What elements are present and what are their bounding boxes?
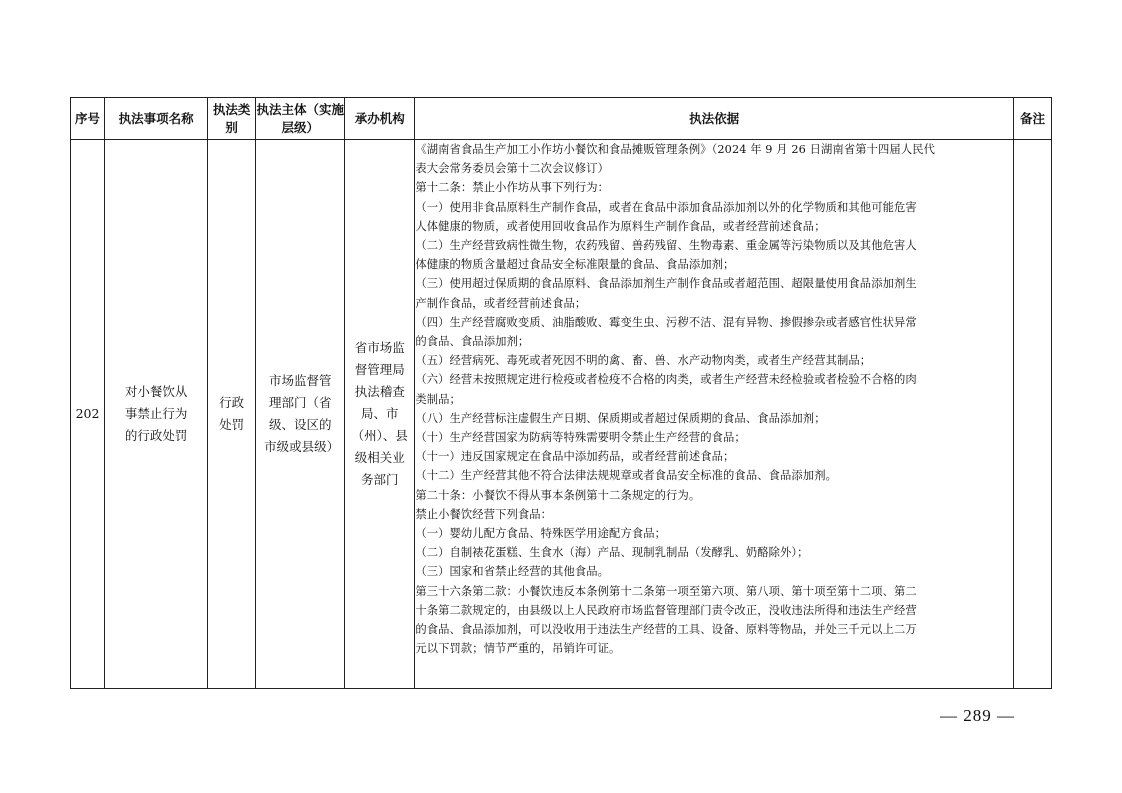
- basis-line: 第十二条：禁止小作坊从事下列行为：: [415, 181, 610, 195]
- basis-line: （一）使用非食品原料生产制作食品，或者在食品中添加食品添加剂以外的化学物质和其他可能危害: [415, 200, 917, 214]
- page-number: — 289 —: [940, 706, 1015, 725]
- basis-line: 类制品；: [415, 392, 461, 406]
- basis-line: （八）生产经营标注虚假生产日期、保质期或者超过保质期的食品、食品添加剂；: [415, 411, 826, 425]
- row-basis: [415, 140, 1014, 689]
- basis-line: 表大会常务委员会第十二次会议修订）: [415, 162, 610, 176]
- header-subject: 执法主体（实施层级）: [256, 98, 345, 140]
- basis-line: 元以下罚款；情节严重的，吊销许可证。: [415, 642, 621, 656]
- basis-line: （三）国家和省禁止经营的其他食品。: [415, 565, 610, 579]
- basis-line: （三）使用超过保质期的食品原料、食品添加剂生产制作食品或者超范围、超限量使用食品添加剂生: [415, 277, 917, 291]
- basis-line: 的食品、食品添加剂；: [415, 335, 530, 349]
- row-seq: 202: [71, 140, 105, 689]
- basis-line: 人体健康的物质，或者使用回收食品作为原料生产制作食品，或者经营前述食品；: [415, 219, 826, 233]
- basis-text: [415, 140, 1013, 658]
- header-name: 执法事项名称: [105, 98, 208, 140]
- row-category: 行政处罚: [208, 140, 256, 689]
- basis-line: （十一）违反国家规定在食品中添加药品，或者经营前述食品；: [415, 450, 735, 464]
- table-row: [71, 140, 1052, 689]
- basis-line: 第三十六条第二款：小餐饮违反本条例第十二条第一项至第六项、第八项、第十项至第十二项、第二: [415, 584, 917, 598]
- header-basis: 执法依据: [415, 98, 1014, 140]
- basis-line: 的食品、食品添加剂，可以没收用于违法生产经营的工具、设备、原料等物品，并处三千元以上二万: [415, 623, 917, 637]
- basis-line: （一）婴幼儿配方食品、特殊医学用途配方食品；: [415, 527, 667, 541]
- header-category: 执法类别: [208, 98, 256, 140]
- basis-line: 第二十条：小餐饮不得从事本条例第十二条规定的行为。: [415, 488, 701, 502]
- row-remark: [1013, 140, 1051, 689]
- basis-line: （五）经营病死、毒死或者死因不明的禽、畜、兽、水产动物肉类，或者生产经营其制品；: [415, 354, 872, 368]
- header-remark: 备注: [1013, 98, 1051, 140]
- basis-line: 禁止小餐饮经营下列食品：: [415, 507, 553, 521]
- basis-line: 十条第二款规定的，由县级以上人民政府市场监督管理部门责令改正，没收违法所得和违法生产经营: [415, 603, 917, 617]
- basis-line: 产制作食品，或者经营前述食品；: [415, 296, 587, 310]
- header-seq: 序号: [71, 98, 105, 140]
- row-name: 对小餐饮从事禁止行为的行政处罚: [105, 140, 208, 689]
- row-subject: 市场监督管理部门（省级、设区的市级或县级）: [256, 140, 345, 689]
- basis-line: （十）生产经营国家为防病等特殊需要明令禁止生产经营的食品；: [415, 431, 746, 445]
- header-row: [71, 98, 1052, 140]
- basis-line: 体健康的物质含量超过食品安全标准限量的食品、食品添加剂；: [415, 258, 735, 272]
- header-agency: 承办机构: [345, 98, 415, 140]
- enforcement-table: [70, 97, 1052, 689]
- row-agency: 省市场监督管理局执法稽查局、市（州）、县级相关业务部门: [345, 140, 415, 689]
- basis-line: （二）生产经营致病性微生物，农药残留、兽药残留、生物毒素、重金属等污染物质以及其他危害人: [415, 239, 917, 253]
- basis-line: （二）自制裱花蛋糕、生食水（海）产品、现制乳制品（发酵乳、奶酪除外）；: [415, 546, 809, 560]
- basis-line: （十二）生产经营其他不符合法律法规规章或者食品安全标准的食品、食品添加剂。: [415, 469, 838, 483]
- basis-line: 《湖南省食品生产加工小作坊小餐饮和食品摊贩管理条例》（2024 年 9 月 26 日湖南省第十四届人民代: [415, 143, 936, 156]
- basis-line: （六）经营未按照规定进行检疫或者检疫不合格的肉类，或者生产经营未经检验或者检验不合格的肉: [415, 373, 917, 387]
- basis-line: （四）生产经营腐败变质、油脂酸败、霉变生虫、污秽不洁、混有异物、掺假掺杂或者感官性状异常: [415, 315, 917, 329]
